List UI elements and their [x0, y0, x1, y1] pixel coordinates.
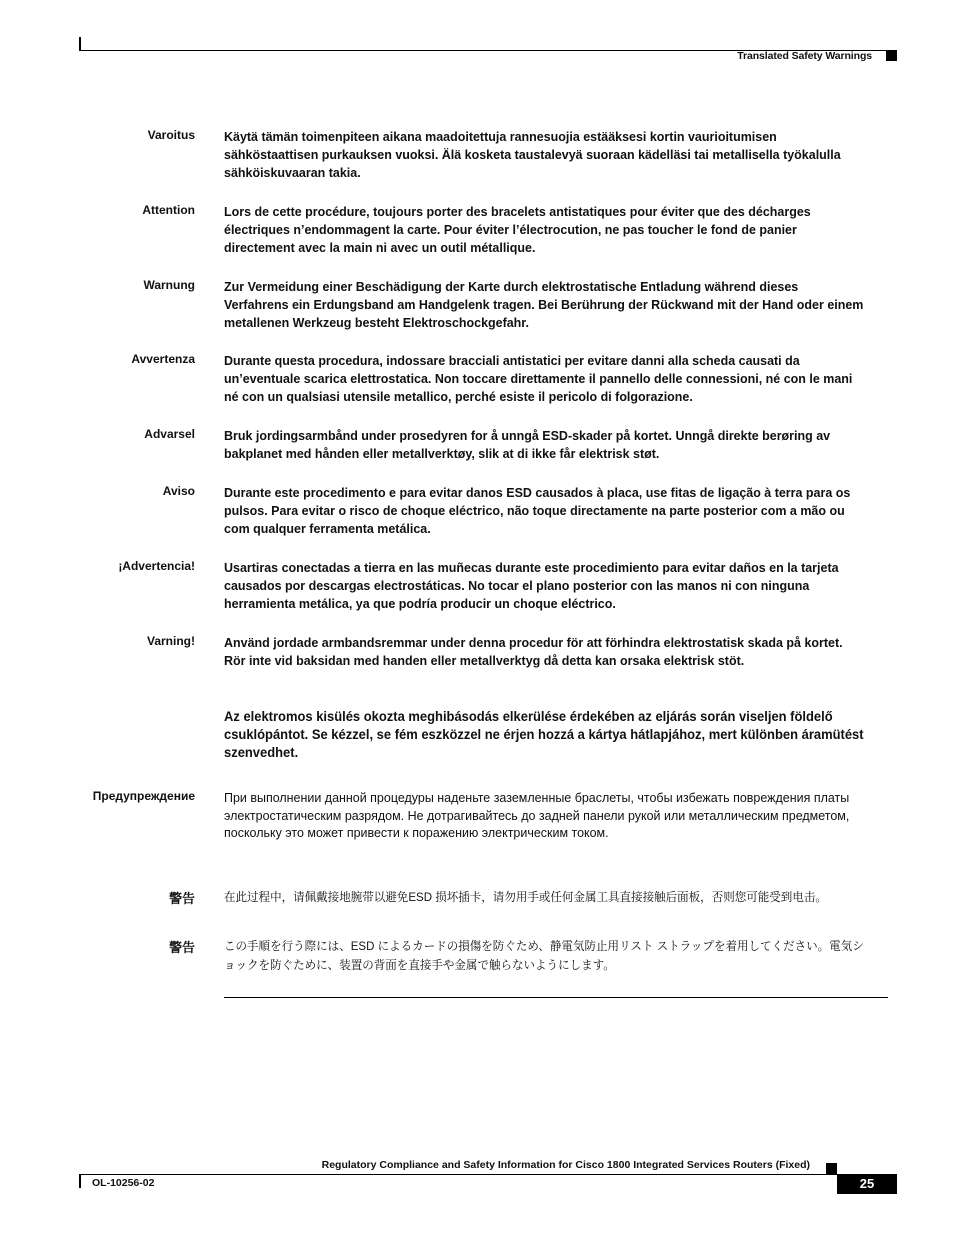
warning-label: Varoitus	[147, 128, 195, 142]
warning-text: Durante questa procedura, indossare bracciali antistatici per evitare danni alla scheda causati da un’eventuale scarica elettrostatica. Non toccare direttamente il pannello delle connessioni, né con le mani né con un qualsiasi utensile metallico, perché esiste il pericolo di folgorazione.	[224, 353, 853, 404]
warning-text: この手順を行う際には、ESD によるカードの損傷を防ぐため、静電気防止用リスト ストラップを着用してください。電気ショックを防ぐために、装置の背面を直接手や金属で触らないようにします。	[224, 939, 864, 972]
warning-label: ¡Advertencia!	[118, 559, 195, 573]
warning-text: Lors de cette procédure, toujours porter des bracelets antistatiques pour éviter que des décharges électriques n’endommagent la carte. Pour éviter l’électrocution, ne pas toucher le fond de panier directement avec la main ni avec un outil métallique.	[224, 204, 811, 255]
warning-label: Varning!	[146, 634, 195, 648]
footer-title: Regulatory Compliance and Safety Information for Cisco 1800 Integrated Services Routers (Fixed)	[321, 1159, 810, 1171]
header-marker-block	[886, 50, 897, 61]
warning-label: Aviso	[162, 484, 195, 498]
warning-label: Предупреждение	[92, 789, 195, 803]
warning-text: При выполнении данной процедуры наденьте заземленные браслеты, чтобы избежать повреждения платы электростатическим разрядом. Не дотрагивайтесь до задней панели рукой или металлическим предметом, поскольку это может привести к поражению электрическим током.	[224, 790, 850, 840]
warning-text: 在此过程中，请佩戴接地腕带以避免ESD 损坏插卡，请勿用手或任何金属工具直接接触后面板，否则您可能受到电击。	[224, 890, 827, 904]
footer-corner-mark	[79, 1174, 81, 1188]
header-corner-mark	[79, 37, 81, 51]
warning-label: 警告	[168, 891, 195, 906]
warning-text: Använd jordade armbandsremmar under denna procedur för att förhindra elektrostatisk skada på kortet. Rör inte vid baksidan med handen eller metallverktyg då detta kan orsaka elektrisk stöt.	[224, 635, 843, 668]
footer-doc-number: OL-10256-02	[92, 1177, 155, 1189]
warning-text: Bruk jordingsarmbånd under prosedyren for å unngå ESD-skader på kortet. Unngå direkte berøring av bakplanet med hånden eller metallverktøy, slik at di ikke får elektrisk støt.	[224, 428, 831, 461]
warning-text: Käytä tämän toimenpiteen aikana maadoitettuja rannesuojia estääksesi kortin vaurioitumisen sähköstaattisen purkauksen vuoksi. Älä kosketa taustalevyä suoraan kädelläsi tai metallisella työkalulla sähköiskuvaaran takia.	[224, 129, 841, 180]
warning-label: 警告	[168, 940, 195, 955]
warning-text: Zur Vermeidung einer Beschädigung der Karte durch elektrostatische Entladung während dieses Verfahrens ein Erdungsband am Handgelenk tragen. Bei Berührung der Rückwand mit der Hand oder einem metallenen Werkzeug besteht Elektroschockgefahr.	[224, 279, 864, 330]
warning-label: Avvertenza	[131, 352, 195, 366]
warning-text: Durante este procedimento e para evitar danos ESD causados à placa, use fitas de ligação à terra para os pulsos. Para evitar o risco de choque eléctrico, não toque directamente na parte posterior com a mão ou com qualquer ferramenta metálica.	[224, 485, 851, 536]
warning-label: Advarsel	[144, 427, 195, 441]
warning-text: Az elektromos kisülés okozta meghibásodás elkerülése érdekében az eljárás során viseljen földelő csuklópántot. Se kézzel, se fém eszközzel ne érjen hozzá a kártya hátlapjához, mert különben áramütést szenvedhet.	[224, 709, 864, 760]
section-end-rule	[224, 997, 888, 998]
header-title: Translated Safety Warnings	[737, 50, 872, 62]
warning-label: Attention	[142, 203, 195, 217]
footer-marker-block	[826, 1163, 837, 1174]
warning-text: Usartiras conectadas a tierra en las muñecas durante este procedimiento para evitar daños en la tarjeta causados por descargas electrostáticas. No tocar el plano posterior con las manos ni con ninguna herramienta metálica, ya que podría producir un choque eléctrico.	[224, 560, 839, 611]
warning-label: Warnung	[143, 278, 195, 292]
footer-rule	[79, 1174, 837, 1175]
page-number: 25	[837, 1174, 897, 1194]
